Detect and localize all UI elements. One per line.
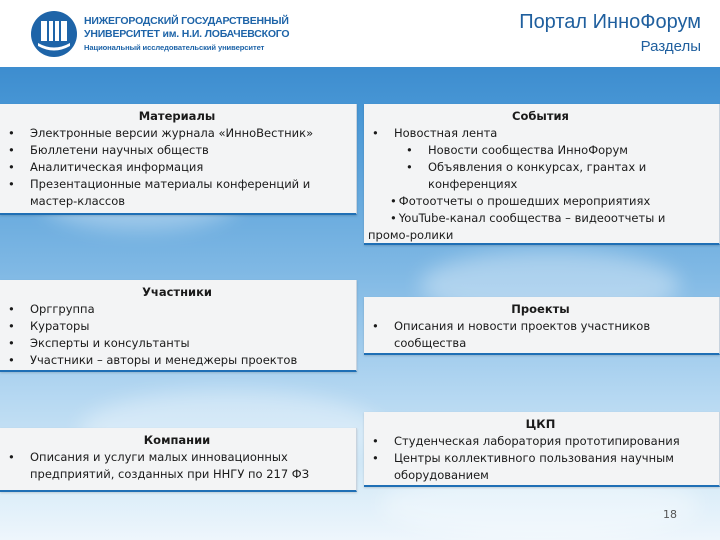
section-ckp xyxy=(364,412,720,487)
list-item: • Описания и новости проектов участников сообщества xyxy=(368,318,713,352)
list-item: • Описания и услуги малых инновационных предприятий, созданных при ННГУ по 217 ФЗ xyxy=(4,449,350,483)
slide-title: Портал ИнноФорум xyxy=(519,11,701,33)
logo-text xyxy=(84,15,289,54)
section-heading: Компании xyxy=(143,433,211,447)
section-heading: Материалы xyxy=(138,109,216,123)
page-number: 18 xyxy=(663,508,677,521)
list-item: • Орггруппа xyxy=(4,301,350,318)
list-item: • YouTube-канал сообщества – видеоотчеты и xyxy=(368,210,713,227)
section-heading: ЦКП xyxy=(525,417,556,431)
list-item-continuation: промо-ролики xyxy=(368,228,454,242)
list-item: • Электронные версии журнала «ИнноВестник» xyxy=(4,125,350,142)
section-list xyxy=(368,318,713,352)
slide-header xyxy=(0,0,720,67)
section-heading: События xyxy=(512,109,569,123)
section-list xyxy=(4,301,350,369)
logo-line-2: УНИВЕРСИТЕТ им. Н.И. ЛОБАЧЕВСКОГО xyxy=(84,28,290,40)
list-item: • Фотоотчеты о прошедших мероприятиях xyxy=(368,193,713,210)
list-item: • Кураторы xyxy=(4,318,350,335)
list-item: • Новостная лента xyxy=(368,125,713,142)
logo-line-3: Национальный исследовательский университет xyxy=(84,43,265,52)
section-heading: Участники xyxy=(142,285,212,299)
list-item: • Бюллетени научных обществ xyxy=(4,142,350,159)
list-subitem: • Новости сообщества ИнноФорум xyxy=(368,142,713,159)
section-companies xyxy=(0,428,357,492)
list-item: • Центры коллективного пользования научным оборудованием xyxy=(368,450,713,484)
slide-title-block xyxy=(519,10,701,57)
list-item: • Студенческая лаборатория прототипирования xyxy=(368,433,713,450)
list-item: • Участники – авторы и менеджеры проектов xyxy=(4,352,350,369)
university-emblem-icon xyxy=(30,10,78,58)
list-item: • Аналитическая информация xyxy=(4,159,350,176)
section-list xyxy=(368,125,713,244)
section-materials xyxy=(0,104,357,215)
section-list xyxy=(368,433,713,484)
slide-subtitle: Разделы xyxy=(640,38,701,55)
list-item: • Эксперты и консультанты xyxy=(4,335,350,352)
section-heading: Проекты xyxy=(511,302,570,316)
section-list xyxy=(4,449,350,483)
logo-line-1: НИЖЕГОРОДСКИЙ ГОСУДАРСТВЕННЫЙ xyxy=(84,15,289,27)
list-subitem: • Объявления о конкурсах, грантах и конференциях xyxy=(368,159,713,193)
section-participants xyxy=(0,280,357,372)
university-logo xyxy=(30,8,290,60)
section-list xyxy=(4,125,350,210)
section-events xyxy=(364,104,720,245)
section-projects xyxy=(364,297,720,355)
list-item: • Презентационные материалы конференций и мастер-классов xyxy=(4,176,350,210)
